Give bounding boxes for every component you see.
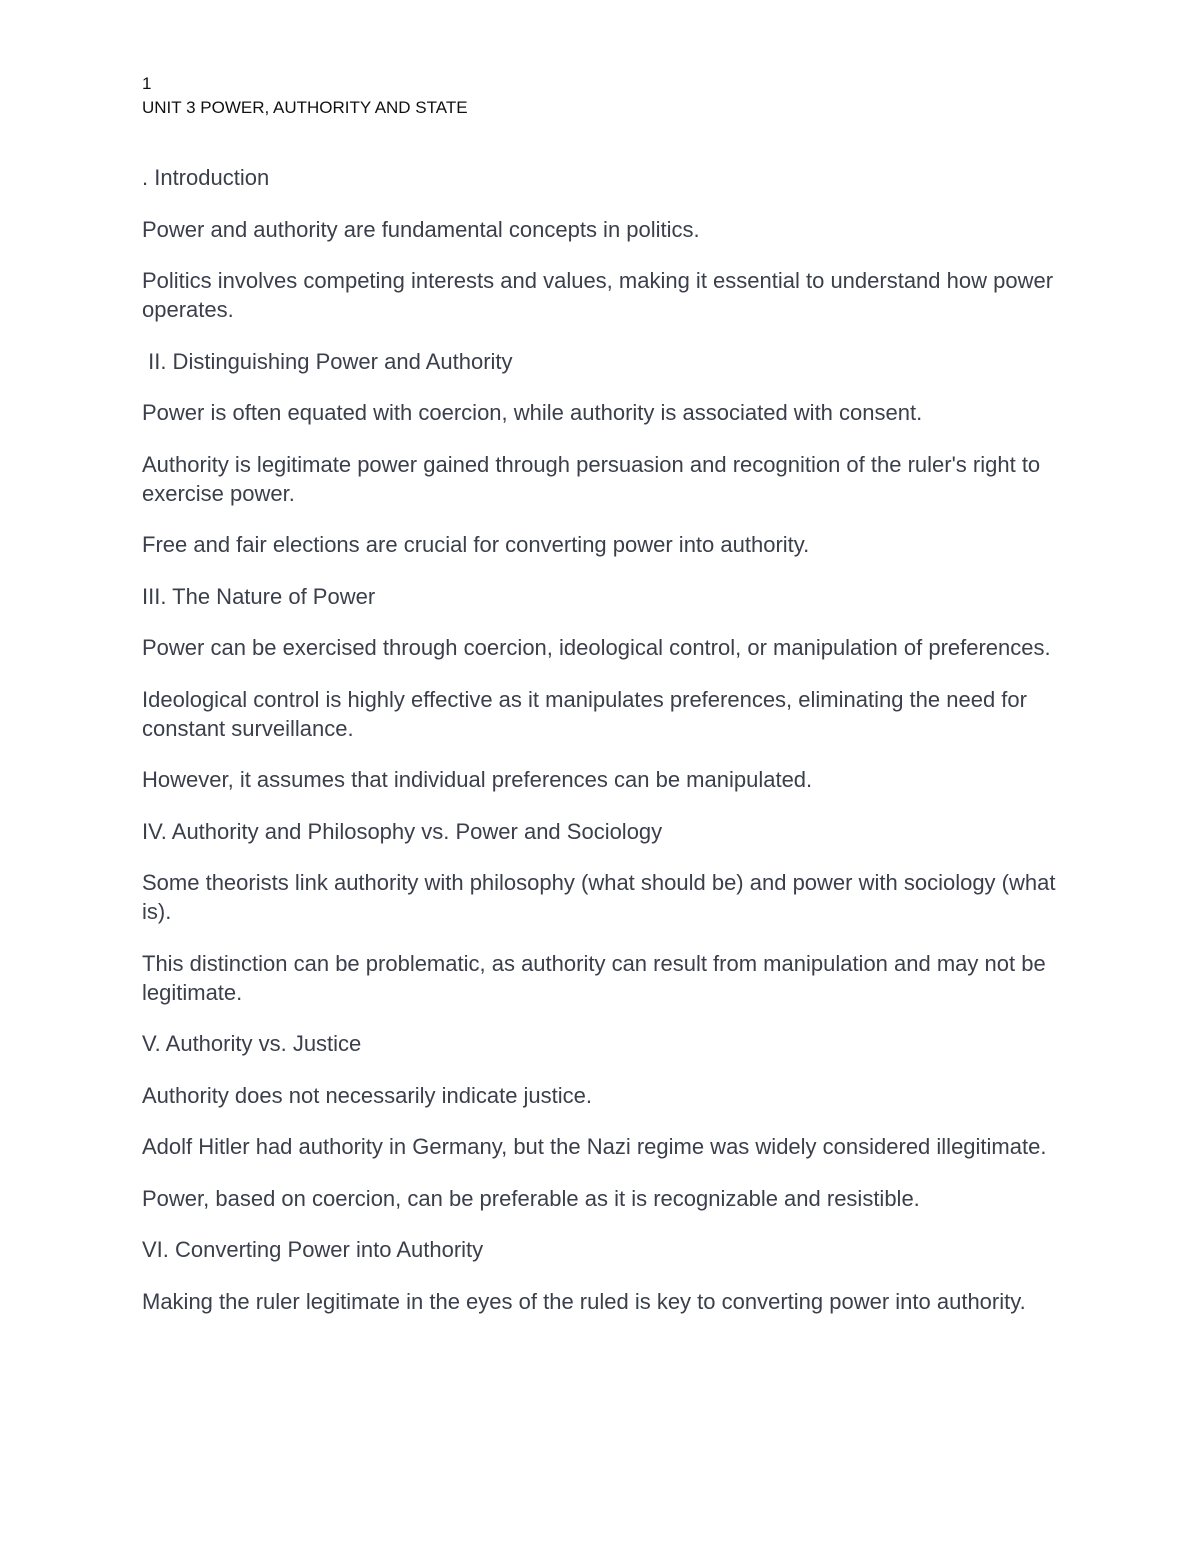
section-heading-converting-power: VI. Converting Power into Authority bbox=[142, 1237, 484, 1262]
section-heading-authority-justice: V. Authority vs. Justice bbox=[142, 1031, 362, 1056]
paragraph: Authority is legitimate power gained through persuasion and recognition of the ruler's right to exercise power. bbox=[142, 451, 1041, 506]
paragraph: Authority does not necessarily indicate justice. bbox=[142, 1082, 593, 1108]
page-number: 1 bbox=[142, 74, 152, 93]
document-title: UNIT 3 POWER, AUTHORITY AND STATE bbox=[142, 98, 468, 117]
paragraph: Power and authority are fundamental concepts in politics. bbox=[142, 216, 700, 242]
page-header bbox=[142, 72, 468, 120]
section-heading-distinguishing: II. Distinguishing Power and Authority bbox=[142, 348, 513, 374]
section-heading-introduction: . Introduction bbox=[142, 165, 270, 190]
paragraph: Free and fair elections are crucial for converting power into authority. bbox=[142, 532, 810, 557]
paragraph: Some theorists link authority with philosophy (what should be) and power with sociology (what is). bbox=[142, 870, 1056, 924]
paragraph: Politics involves competing interests and values, making it essential to understand how power operates. bbox=[142, 268, 1054, 322]
paragraph: Power can be exercised through coercion, ideological control, or manipulation of preferences. bbox=[142, 635, 1051, 660]
paragraph: Ideological control is highly effective as it manipulates preferences, eliminating the need for constant surveillance. bbox=[142, 686, 1027, 741]
paragraph: Power, based on coercion, can be preferable as it is recognizable and resistible. bbox=[142, 1185, 920, 1211]
section-heading-nature-of-power: III. The Nature of Power bbox=[142, 583, 376, 609]
paragraph: Power is often equated with coercion, while authority is associated with consent. bbox=[142, 400, 923, 425]
paragraph: However, it assumes that individual preferences can be manipulated. bbox=[142, 767, 813, 792]
paragraph: This distinction can be problematic, as authority can result from manipulation and may not be legitimate. bbox=[142, 950, 1046, 1005]
paragraph: Adolf Hitler had authority in Germany, but the Nazi regime was widely considered illegitimate. bbox=[142, 1134, 1047, 1159]
section-heading-authority-philosophy: IV. Authority and Philosophy vs. Power and Sociology bbox=[142, 818, 663, 844]
document-body bbox=[142, 163, 1072, 1338]
paragraph: Making the ruler legitimate in the eyes of the ruled is key to converting power into authority. bbox=[142, 1288, 1026, 1314]
